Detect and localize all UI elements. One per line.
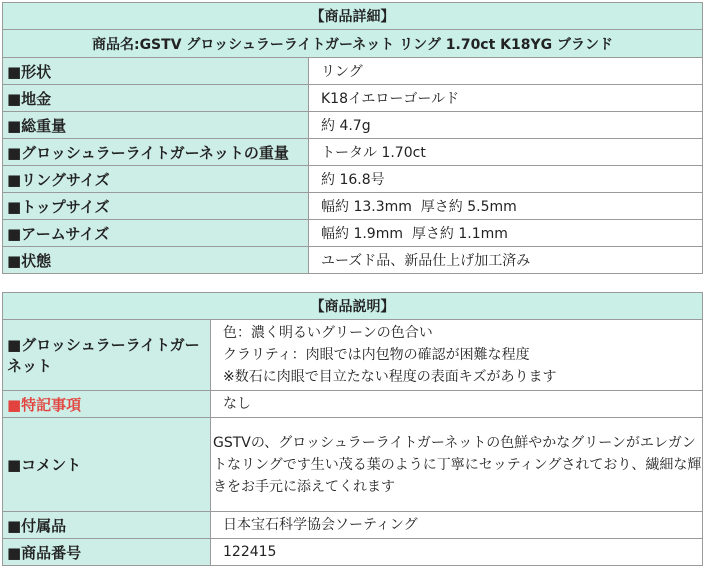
product-name: 商品名:GSTV グロッシュラーライトガーネット リング 1.70ct K18YG ブランド	[3, 30, 703, 58]
total-weight-label: ■総重量	[3, 112, 309, 139]
top-size-label: ■トップサイズ	[3, 193, 309, 220]
stone-weight-value: トータル 1.70ct	[309, 139, 703, 166]
total-weight-value: 約 4.7g	[309, 112, 703, 139]
metal-label: ■地金	[3, 85, 309, 112]
accessories-label: ■付属品	[3, 512, 211, 539]
stone-details	[211, 320, 703, 391]
top-size-value: 幅約 13.3mm 厚さ約 5.5mm	[309, 193, 703, 220]
condition-label: ■状態	[3, 247, 309, 274]
stone-clarity-line: クラリティ：肉眼では内包物の確認が困難な程度	[223, 347, 530, 363]
shape-value: リング	[309, 58, 703, 85]
condition-value: ユーズド品、新品仕上げ加工済み	[309, 247, 703, 274]
arm-size-value: 幅約 1.9mm 厚さ約 1.1mm	[309, 220, 703, 247]
stone-note-line: ※数石に肉眼で目立たない程度の表面キズがあります	[223, 369, 557, 385]
ring-size-value: 約 16.8号	[309, 166, 703, 193]
detail-row	[3, 193, 703, 220]
detail-row	[3, 85, 703, 112]
special-notes-value: なし	[211, 391, 703, 418]
metal-value: K18イエローゴールド	[309, 85, 703, 112]
stone-color-line: 色：濃く明るいグリーンの色合い	[223, 325, 433, 341]
detail-row	[3, 139, 703, 166]
product-detail-table	[2, 2, 703, 274]
accessories-value: 日本宝石科学協会ソーティング	[211, 512, 703, 539]
detail-row	[3, 112, 703, 139]
comment-text: GSTVの、グロッシュラーライトガーネットの色鮮やかなグリーンがエレガントなリングです生い茂る葉のように丁寧にセッティングされており、繊細な輝きをお手元に添えてくれます	[213, 434, 702, 495]
arm-size-label: ■アームサイズ	[3, 220, 309, 247]
stone-weight-label: ■グロッシュラーライトガーネットの重量	[3, 139, 309, 166]
detail-row	[3, 220, 703, 247]
detail-row	[3, 166, 703, 193]
detail-row	[3, 247, 703, 274]
comment-value	[211, 418, 703, 512]
stone-label: ■グロッシュラーライトガーネット	[3, 320, 211, 391]
comment-label: ■コメント	[3, 418, 211, 512]
product-description-table	[2, 292, 703, 566]
detail-header: 【商品詳細】	[3, 3, 703, 30]
detail-row	[3, 58, 703, 85]
product-number-label: ■商品番号	[3, 539, 211, 566]
special-notes-label: ■特記事項	[3, 391, 211, 418]
description-header: 【商品説明】	[3, 293, 703, 320]
ring-size-label: ■リングサイズ	[3, 166, 309, 193]
shape-label: ■形状	[3, 58, 309, 85]
product-number-value: 122415	[211, 539, 703, 566]
